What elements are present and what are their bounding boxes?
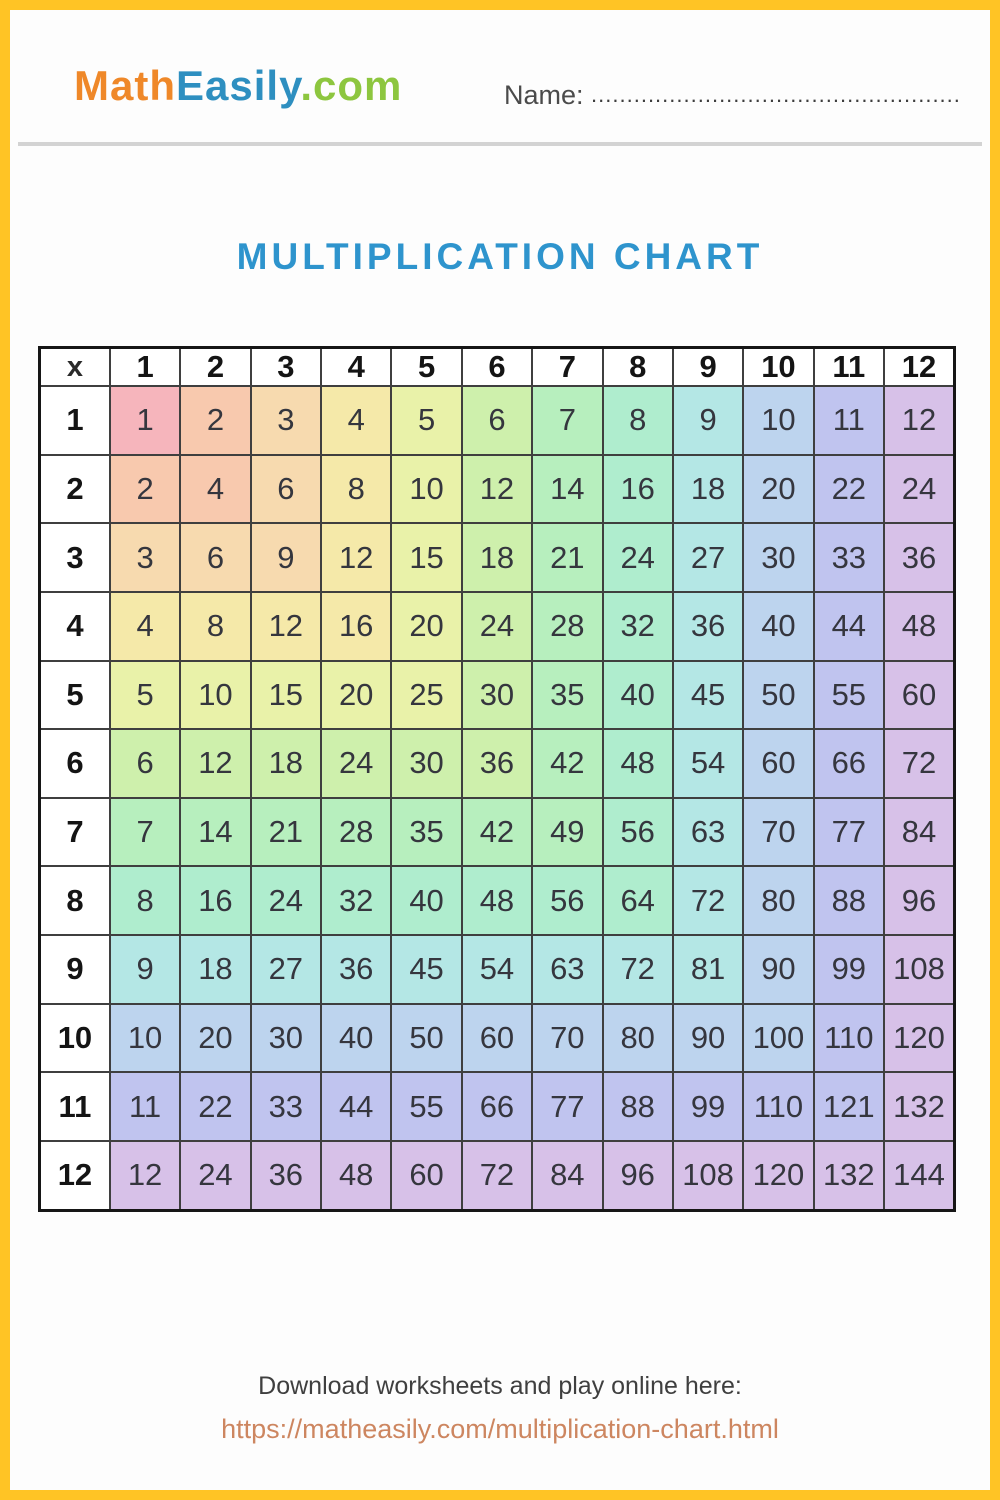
product-cell: 20: [743, 455, 813, 524]
column-header: 11: [814, 348, 884, 387]
table-row: [40, 729, 955, 798]
table-row: [40, 935, 955, 1004]
matheasily-logo: [74, 62, 402, 110]
multiplication-table: [38, 346, 956, 1212]
logo-part: Math: [74, 62, 176, 109]
product-cell: 24: [603, 523, 673, 592]
product-cell: 90: [673, 1004, 743, 1073]
product-cell: 44: [814, 592, 884, 661]
product-cell: 70: [743, 798, 813, 867]
product-cell: 33: [814, 523, 884, 592]
product-cell: 36: [884, 523, 955, 592]
table-row: [40, 1141, 955, 1211]
product-cell: 48: [884, 592, 955, 661]
product-cell: 72: [603, 935, 673, 1004]
product-cell: 33: [251, 1072, 321, 1141]
product-cell: 108: [884, 935, 955, 1004]
product-cell: 132: [814, 1141, 884, 1211]
product-cell: 99: [673, 1072, 743, 1141]
product-cell: 27: [673, 523, 743, 592]
product-cell: 40: [603, 661, 673, 730]
table-row: [40, 1072, 955, 1141]
product-cell: 8: [180, 592, 250, 661]
product-cell: 18: [673, 455, 743, 524]
product-cell: 3: [251, 386, 321, 455]
product-cell: 10: [180, 661, 250, 730]
product-cell: 77: [532, 1072, 602, 1141]
product-cell: 55: [814, 661, 884, 730]
product-cell: 11: [110, 1072, 180, 1141]
product-cell: 66: [462, 1072, 532, 1141]
table-row: [40, 386, 955, 455]
product-cell: 42: [462, 798, 532, 867]
product-cell: 12: [251, 592, 321, 661]
product-cell: 60: [391, 1141, 461, 1211]
product-cell: 22: [814, 455, 884, 524]
product-cell: 42: [532, 729, 602, 798]
product-cell: 9: [673, 386, 743, 455]
product-cell: 5: [110, 661, 180, 730]
product-cell: 22: [180, 1072, 250, 1141]
product-cell: 15: [391, 523, 461, 592]
product-cell: 9: [251, 523, 321, 592]
column-header: 8: [603, 348, 673, 387]
product-cell: 10: [743, 386, 813, 455]
row-header: 6: [40, 729, 110, 798]
product-cell: 50: [391, 1004, 461, 1073]
product-cell: 88: [603, 1072, 673, 1141]
product-cell: 30: [462, 661, 532, 730]
product-cell: 80: [603, 1004, 673, 1073]
product-cell: 16: [321, 592, 391, 661]
column-header: 12: [884, 348, 955, 387]
logo-part: Easily: [176, 62, 301, 109]
product-cell: 144: [884, 1141, 955, 1211]
product-cell: 6: [251, 455, 321, 524]
product-cell: 10: [110, 1004, 180, 1073]
row-header: 12: [40, 1141, 110, 1211]
product-cell: 45: [673, 661, 743, 730]
product-cell: 35: [532, 661, 602, 730]
product-cell: 45: [391, 935, 461, 1004]
product-cell: 36: [462, 729, 532, 798]
product-cell: 28: [321, 798, 391, 867]
product-cell: 55: [391, 1072, 461, 1141]
column-header: 4: [321, 348, 391, 387]
product-cell: 27: [251, 935, 321, 1004]
table-row: [40, 455, 955, 524]
product-cell: 64: [603, 866, 673, 935]
product-cell: 21: [251, 798, 321, 867]
product-cell: 44: [321, 1072, 391, 1141]
row-header: 11: [40, 1072, 110, 1141]
product-cell: 18: [251, 729, 321, 798]
product-cell: 24: [180, 1141, 250, 1211]
product-cell: 132: [884, 1072, 955, 1141]
product-cell: 60: [462, 1004, 532, 1073]
product-cell: 56: [603, 798, 673, 867]
product-cell: 60: [743, 729, 813, 798]
product-cell: 12: [321, 523, 391, 592]
product-cell: 5: [391, 386, 461, 455]
row-header: 9: [40, 935, 110, 1004]
footer-url-link[interactable]: https://matheasily.com/multiplication-chart.html: [221, 1414, 779, 1444]
product-cell: 60: [884, 661, 955, 730]
product-cell: 16: [603, 455, 673, 524]
row-header: 8: [40, 866, 110, 935]
product-cell: 48: [462, 866, 532, 935]
product-cell: 32: [321, 866, 391, 935]
page-title: MULTIPLICATION CHART: [236, 236, 764, 277]
product-cell: 35: [391, 798, 461, 867]
product-cell: 20: [391, 592, 461, 661]
product-cell: 20: [180, 1004, 250, 1073]
product-cell: 110: [814, 1004, 884, 1073]
product-cell: 54: [673, 729, 743, 798]
product-cell: 72: [673, 866, 743, 935]
product-cell: 120: [743, 1141, 813, 1211]
row-header: 7: [40, 798, 110, 867]
product-cell: 108: [673, 1141, 743, 1211]
column-header: 1: [110, 348, 180, 387]
product-cell: 14: [180, 798, 250, 867]
product-cell: 48: [321, 1141, 391, 1211]
product-cell: 24: [884, 455, 955, 524]
product-cell: 15: [251, 661, 321, 730]
product-cell: 90: [743, 935, 813, 1004]
column-header: 5: [391, 348, 461, 387]
product-cell: 50: [743, 661, 813, 730]
table-row: [40, 1004, 955, 1073]
product-cell: 18: [180, 935, 250, 1004]
product-cell: 56: [532, 866, 602, 935]
product-cell: 4: [180, 455, 250, 524]
product-cell: 121: [814, 1072, 884, 1141]
table-row: [40, 866, 955, 935]
product-cell: 6: [110, 729, 180, 798]
table-header-row: [40, 348, 955, 387]
product-cell: 8: [603, 386, 673, 455]
product-cell: 25: [391, 661, 461, 730]
product-cell: 11: [814, 386, 884, 455]
product-cell: 12: [180, 729, 250, 798]
product-cell: 24: [321, 729, 391, 798]
name-fill-line: ....................................................: [591, 82, 961, 107]
table-row: [40, 661, 955, 730]
product-cell: 49: [532, 798, 602, 867]
name-label: Name:: [504, 80, 584, 110]
product-cell: 96: [884, 866, 955, 935]
product-cell: 4: [321, 386, 391, 455]
row-header: 3: [40, 523, 110, 592]
product-cell: 18: [462, 523, 532, 592]
product-cell: 70: [532, 1004, 602, 1073]
product-cell: 54: [462, 935, 532, 1004]
product-cell: 4: [110, 592, 180, 661]
product-cell: 36: [321, 935, 391, 1004]
row-header: 1: [40, 386, 110, 455]
product-cell: 36: [251, 1141, 321, 1211]
product-cell: 96: [603, 1141, 673, 1211]
product-cell: 10: [391, 455, 461, 524]
product-cell: 32: [603, 592, 673, 661]
product-cell: 2: [110, 455, 180, 524]
product-cell: 7: [110, 798, 180, 867]
product-cell: 1: [110, 386, 180, 455]
product-cell: 72: [884, 729, 955, 798]
product-cell: 8: [110, 866, 180, 935]
product-cell: 66: [814, 729, 884, 798]
product-cell: 14: [532, 455, 602, 524]
column-header: 9: [673, 348, 743, 387]
product-cell: 36: [673, 592, 743, 661]
column-header: 6: [462, 348, 532, 387]
product-cell: 28: [532, 592, 602, 661]
product-cell: 110: [743, 1072, 813, 1141]
row-header: 4: [40, 592, 110, 661]
product-cell: 40: [391, 866, 461, 935]
product-cell: 100: [743, 1004, 813, 1073]
product-cell: 21: [532, 523, 602, 592]
product-cell: 2: [180, 386, 250, 455]
product-cell: 84: [884, 798, 955, 867]
row-header: 2: [40, 455, 110, 524]
table-row: [40, 798, 955, 867]
column-header: 2: [180, 348, 250, 387]
footer-text: Download worksheets and play online here:: [258, 1372, 742, 1400]
product-cell: 6: [180, 523, 250, 592]
column-header: 3: [251, 348, 321, 387]
row-header: 5: [40, 661, 110, 730]
product-cell: 12: [462, 455, 532, 524]
product-cell: 40: [743, 592, 813, 661]
product-cell: 40: [321, 1004, 391, 1073]
product-cell: 80: [743, 866, 813, 935]
column-header: 7: [532, 348, 602, 387]
header-divider: [18, 142, 982, 146]
product-cell: 48: [603, 729, 673, 798]
product-cell: 9: [110, 935, 180, 1004]
product-cell: 12: [110, 1141, 180, 1211]
column-header: 10: [743, 348, 813, 387]
product-cell: 24: [251, 866, 321, 935]
logo-part: .com: [300, 62, 403, 109]
product-cell: 63: [673, 798, 743, 867]
product-cell: 3: [110, 523, 180, 592]
table-row: [40, 523, 955, 592]
product-cell: 6: [462, 386, 532, 455]
table-row: [40, 592, 955, 661]
product-cell: 81: [673, 935, 743, 1004]
product-cell: 99: [814, 935, 884, 1004]
product-cell: 30: [251, 1004, 321, 1073]
product-cell: 20: [321, 661, 391, 730]
product-cell: 16: [180, 866, 250, 935]
product-cell: 8: [321, 455, 391, 524]
product-cell: 72: [462, 1141, 532, 1211]
product-cell: 24: [462, 592, 532, 661]
row-header: 10: [40, 1004, 110, 1073]
product-cell: 88: [814, 866, 884, 935]
product-cell: 63: [532, 935, 602, 1004]
product-cell: 84: [532, 1141, 602, 1211]
product-cell: 120: [884, 1004, 955, 1073]
product-cell: 30: [391, 729, 461, 798]
product-cell: 7: [532, 386, 602, 455]
product-cell: 77: [814, 798, 884, 867]
corner-cell: x: [40, 348, 110, 387]
product-cell: 30: [743, 523, 813, 592]
product-cell: 12: [884, 386, 955, 455]
name-field: [504, 80, 961, 111]
